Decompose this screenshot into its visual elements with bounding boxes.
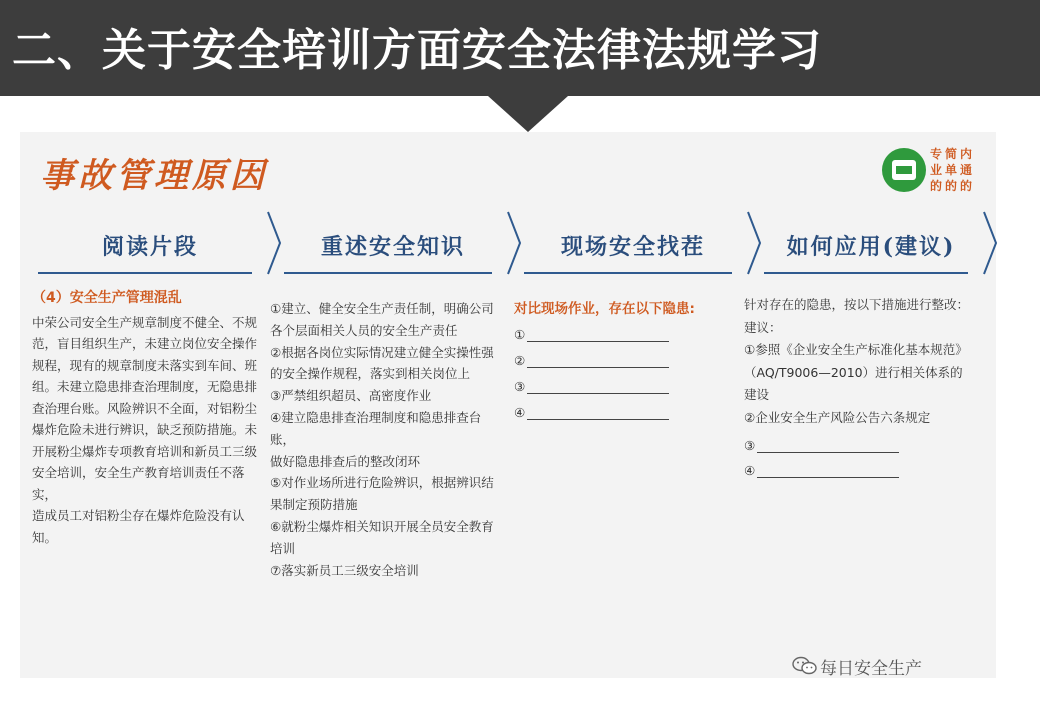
content-panel (20, 132, 996, 678)
item-number: ① (514, 327, 526, 342)
knowledge-line: 培训 (270, 540, 296, 556)
reading-line: 造成员工对铝粉尘存在爆炸危险没有认知。 (32, 508, 245, 545)
watermark-text: 每日安全生产 (820, 659, 922, 679)
apply-line: （AQ/T9006—2010）进行相关体系的 (744, 364, 963, 380)
blank-item (514, 348, 746, 374)
reading-line: 组。未建立隐患排查治理制度，无隐患排 (32, 379, 258, 394)
reading-line: 爆炸危险未进行辨识，缺乏预防措施。未 (32, 422, 258, 437)
column-heading-label: 如何应用(建议) (786, 234, 956, 260)
knowledge-line: ①建立、健全安全生产责任制，明确公司 (270, 301, 494, 316)
apply-body (744, 294, 988, 482)
reading-line: 中荣公司安全生产规章制度不健全、不规 (32, 314, 258, 330)
knowledge-line: ④建立隐患排查治理制度和隐患排查台账， (270, 409, 482, 447)
blank-line (527, 355, 669, 368)
knowledge-body (270, 298, 506, 581)
reading-line: 查治理台账。风险辨识不全面，对铝粉尘 (32, 400, 258, 416)
blank-line (757, 465, 899, 478)
blank-line (527, 381, 669, 394)
item-number: ④ (744, 462, 756, 478)
blank-line (527, 329, 669, 342)
reading-line: 安全培训，安全生产教育培训责任不落实， (32, 465, 245, 502)
knowledge-line: ②根据各岗位实际情况建立健全实操性强 (270, 344, 494, 360)
item-number: ③ (514, 379, 526, 394)
blank-item (744, 460, 988, 483)
reading-line: 开展粉尘爆炸专项教育培训和新员工三级 (32, 443, 258, 459)
knowledge-line: ③严禁组织超员、高密度作业 (270, 388, 432, 404)
blank-item (514, 374, 746, 400)
wechat-icon (792, 656, 818, 676)
page-title: 二、关于安全培训方面安全法律法规学习 (12, 25, 822, 76)
knowledge-line: 做好隐患排查后的整改闭环 (270, 453, 421, 469)
item-number: ④ (514, 405, 526, 420)
chevron-right-icon (982, 210, 998, 276)
blank-item (514, 400, 746, 426)
column-heading-label: 重述安全知识 (320, 234, 465, 260)
reading-line: 规程，现有的规章制度未落实到车间、班 (32, 357, 258, 373)
column-heading-knowledge (274, 212, 512, 274)
divider (764, 272, 968, 274)
panel-title: 事故管理原因 (40, 156, 268, 196)
column-heading-apply (754, 212, 988, 274)
blank-item (744, 435, 988, 458)
blank-line (527, 407, 669, 420)
reading-line: 范，盲目组织生产，未建立岗位安全操作 (32, 336, 258, 351)
reading-subtitle: （4）安全生产管理混乱 (32, 290, 182, 306)
apply-line: ②企业安全生产风险公告六条规定 (744, 409, 931, 425)
apply-line: ①参照《企业安全生产标准化基本规范》 (744, 342, 968, 357)
knowledge-line: ⑦落实新员工三级安全培训 (270, 562, 419, 578)
item-number: ② (514, 353, 526, 368)
divider (524, 272, 732, 274)
knowledge-line: ⑤对作业场所进行危险辨识，根据辨识结 (270, 475, 494, 491)
blank-item (514, 322, 746, 348)
knowledge-line: ⑥就粉尘爆炸相关知识开展全员安全教育 (270, 518, 494, 534)
knowledge-line: 的安全操作规程，落实到相关岗位上 (270, 366, 471, 382)
book-badge-icon (882, 148, 926, 192)
blank-line (757, 440, 899, 453)
column-heading-label: 阅读片段 (101, 234, 198, 260)
item-number: ③ (744, 438, 756, 453)
column-heading-reading (28, 212, 272, 274)
apply-line: 建设 (744, 387, 770, 402)
findfault-body (514, 296, 746, 426)
apply-line: 针对存在的隐患，按以下措施进行整改： (744, 297, 970, 312)
column-heading-label: 现场安全找茬 (560, 234, 705, 260)
findfault-subtitle: 对比现场作业，存在以下隐患: (514, 301, 695, 317)
apply-line: 建议： (744, 319, 782, 335)
divider (284, 272, 492, 274)
reading-body (32, 288, 268, 548)
knowledge-line: 各个层面相关人员的安全生产责任 (270, 322, 458, 338)
logo-text: 专简内业单通的的的 (930, 147, 976, 193)
knowledge-line: 果制定预防措施 (270, 497, 358, 513)
column-heading-findfault (514, 212, 752, 274)
divider (38, 272, 252, 274)
header-bar (0, 0, 1040, 96)
header-notch (488, 96, 568, 132)
